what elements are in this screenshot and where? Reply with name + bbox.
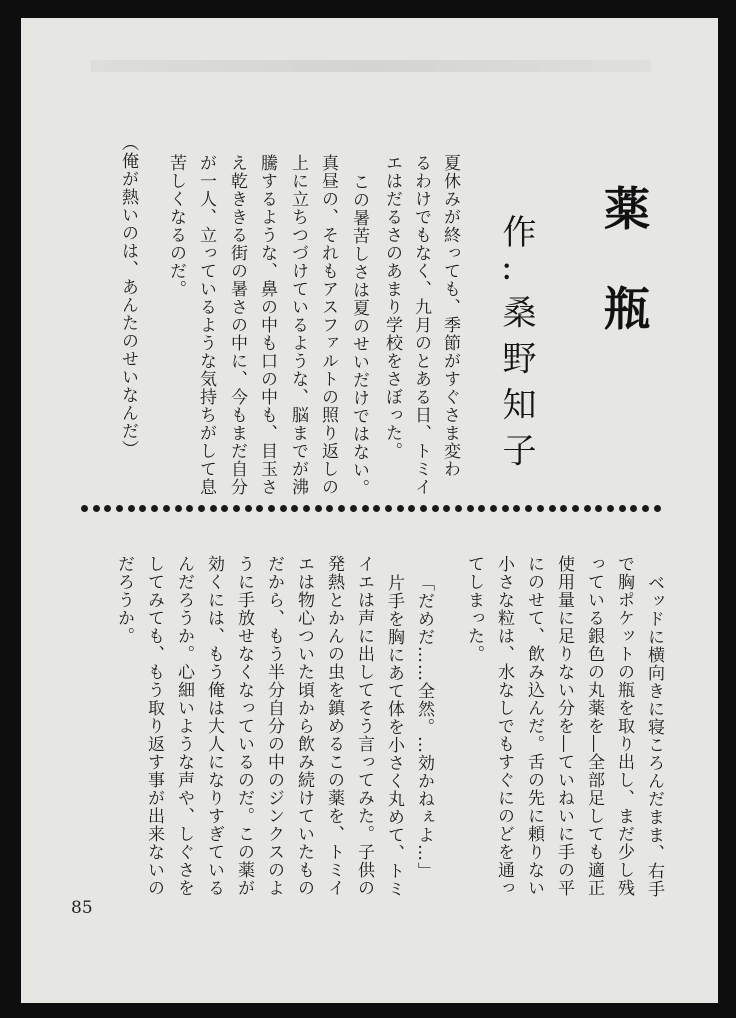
lower-column-7: てしまった。	[464, 555, 484, 663]
upper-column-6: 上に立ちつづけているような、脳までが沸	[288, 154, 308, 496]
lower-column-6: 小さな粒は、水なしでもすぐにのどを通っ	[494, 555, 514, 897]
lower-column-14: うに手放せなくなっているのだ。この薬が	[234, 555, 254, 897]
lower-column-12: エは物心ついた頃から飲み続けていたもの	[294, 555, 314, 897]
title-char-2: 瓶	[604, 282, 650, 336]
faded-header-bleed	[91, 60, 651, 72]
upper-column-4: この暑苦しさは夏のせいだけではない。	[349, 173, 369, 497]
lower-column-18: だろうか。	[114, 555, 134, 645]
lower-column-11: 発熱とかんの虫を鎮めるこの薬を、トミイ	[324, 555, 344, 897]
lower-column-10: イエは声に出してそう言ってみた。子供の	[354, 555, 374, 897]
page-number: 85	[71, 898, 93, 918]
upper-column-11: （俺が熱いのは、あんたのせいなんだ）	[118, 134, 138, 458]
author-byline: 作‥桑野知子	[496, 214, 536, 479]
lower-column-17: してみても、もう取り返す事が出来ないの	[144, 555, 164, 897]
upper-column-9: が一人、立っているような気持ちがして息	[196, 154, 216, 496]
lower-column-2: で胸ポケットの瓶を取り出し、まだ少し残	[614, 555, 634, 897]
upper-column-7: 騰するような、鼻の中も口の中も、目玉さ	[257, 154, 277, 496]
upper-column-5: 真昼の、それもアスファルトの照り返しの	[318, 154, 338, 496]
dotted-divider	[81, 503, 661, 513]
lower-column-15: 効くには、もう俺は大人になりすぎている	[204, 555, 224, 897]
upper-column-10: 苦しくなるのだ。	[166, 154, 186, 298]
lower-column-5: にのせて、飲み込んだ。舌の先に頼りない	[524, 555, 544, 897]
title-char-1: 薬	[604, 182, 650, 236]
lower-column-1: ベッドに横向きに寝ころんだまま、右手	[644, 574, 664, 898]
lower-column-16: んだろうか。心細いような声や、しぐさを	[174, 555, 194, 897]
lower-column-13: だから、もう半分自分の中のジンクスのよ	[264, 555, 284, 897]
upper-column-8: え乾ききる街の暑さの中に、今もまだ自分	[227, 154, 247, 496]
upper-column-1: 夏休みが終っても、季節がすぐさま変わ	[440, 154, 460, 478]
document-page	[21, 18, 718, 1003]
lower-column-8: 「だめだ……全然。…効かねぇよ…」	[414, 574, 434, 880]
lower-column-3: っている銀色の丸薬を―全部足しても適正	[584, 555, 604, 897]
upper-column-2: るわけでもなく、九月のとある日、トミイ	[411, 154, 431, 496]
lower-column-9: 片手を胸にあて体を小さく丸めて、トミ	[384, 574, 404, 898]
upper-column-3: エはだるさのあまり学校をさぼった。	[382, 154, 402, 460]
lower-column-4: 使用量に足りない分を―ていねいに手の平	[554, 555, 574, 897]
